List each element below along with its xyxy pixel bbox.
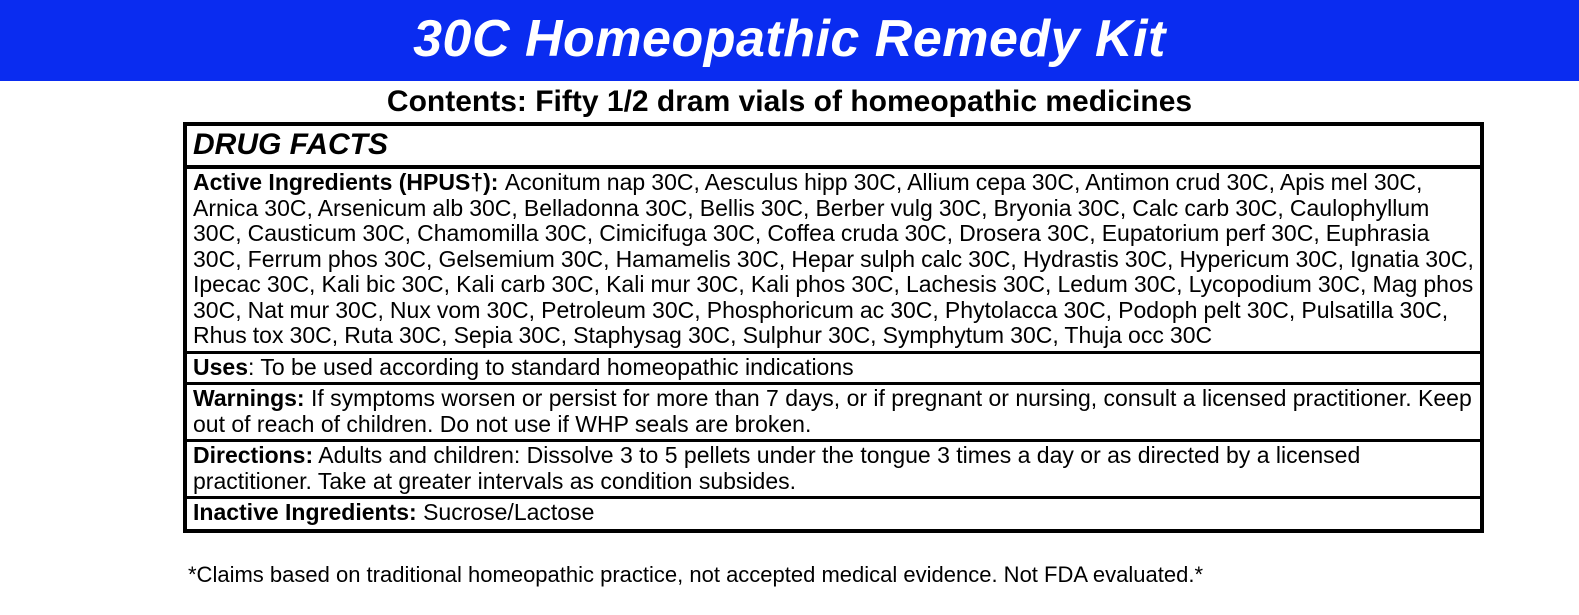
uses-label: Uses [193, 353, 248, 380]
section-inactive-ingredients [187, 499, 1480, 529]
section-directions [187, 442, 1480, 499]
inactive-ingredients-text: Sucrose/Lactose [423, 499, 595, 525]
title-banner [0, 0, 1579, 81]
directions-label: Directions: [193, 442, 314, 468]
warnings-text: If symptoms worsen or persist for more than 7 days, or if pregnant or nursing, consult a licensed practitioner. Keep out of reach of children. Do not use if WHP seals are broken. [193, 385, 1472, 437]
drug-facts-box [183, 122, 1484, 533]
uses-text: To be used according to standard homeopathic indications [260, 353, 854, 380]
warnings-label: Warnings: [193, 385, 305, 411]
section-uses [187, 354, 1480, 386]
footnote-disclaimer: *Claims based on traditional homeopathic practice, not accepted medical evidence. Not FDA evaluated.* [188, 562, 1204, 587]
inactive-ingredients-label: Inactive Ingredients: [193, 499, 417, 525]
drug-facts-header: DRUG FACTS [187, 126, 1480, 169]
page-title: 30C Homeopathic Remedy Kit [413, 9, 1166, 68]
contents-subtitle: Contents: Fifty 1/2 dram vials of homeopathic medicines [386, 85, 1193, 118]
section-active-ingredients [187, 169, 1480, 354]
uses-label-suffix: : [247, 353, 261, 380]
active-ingredients-label: Active Ingredients (HPUS†): [193, 169, 499, 195]
directions-text: Adults and children: Dissolve 3 to 5 pellets under the tongue 3 times a day or as directed by a licensed practitioner. Take at greater intervals as condition subsides. [193, 442, 1361, 494]
section-warnings [187, 385, 1480, 442]
active-ingredients-text: Aconitum nap 30C, Aesculus hipp 30C, Allium cepa 30C, Antimon crud 30C, Apis mel 30C, Arnica 30C, Arsenicum alb 30C, Belladonna 30C, Bellis 30C, Berber vulg 30C, Bryonia 30C, Calc carb 30C, Caulophyllum 30C, Causticum 30C, Chamomilla 30C, Cimicifuga 30C, Coffea cruda 30C, Drosera 30C, Eupatorium perf 30C, Euphrasia 30C, Ferrum phos 30C, Gelsemium 30C, Hamamelis 30C, Hepar sulph calc 30C, Hydrastis 30C, Hypericum 30C, Ignatia 30C, Ipecac 30C, Kali bic 30C, Kali carb 30C, Kali mur 30C, Kali phos 30C, Lachesis 30C, Ledum 30C, Lycopodium 30C, Mag phos 30C, Nat mur 30C, Nux vom 30C, Petroleum 30C, Phosphoricum ac 30C, Phytolacca 30C, Podoph pelt 30C, Pulsatilla 30C, Rhus tox 30C, Ruta 30C, Sepia 30C, Staphysag 30C, Sulphur 30C, Symphytum 30C, Thuja occ 30C [193, 169, 1474, 348]
